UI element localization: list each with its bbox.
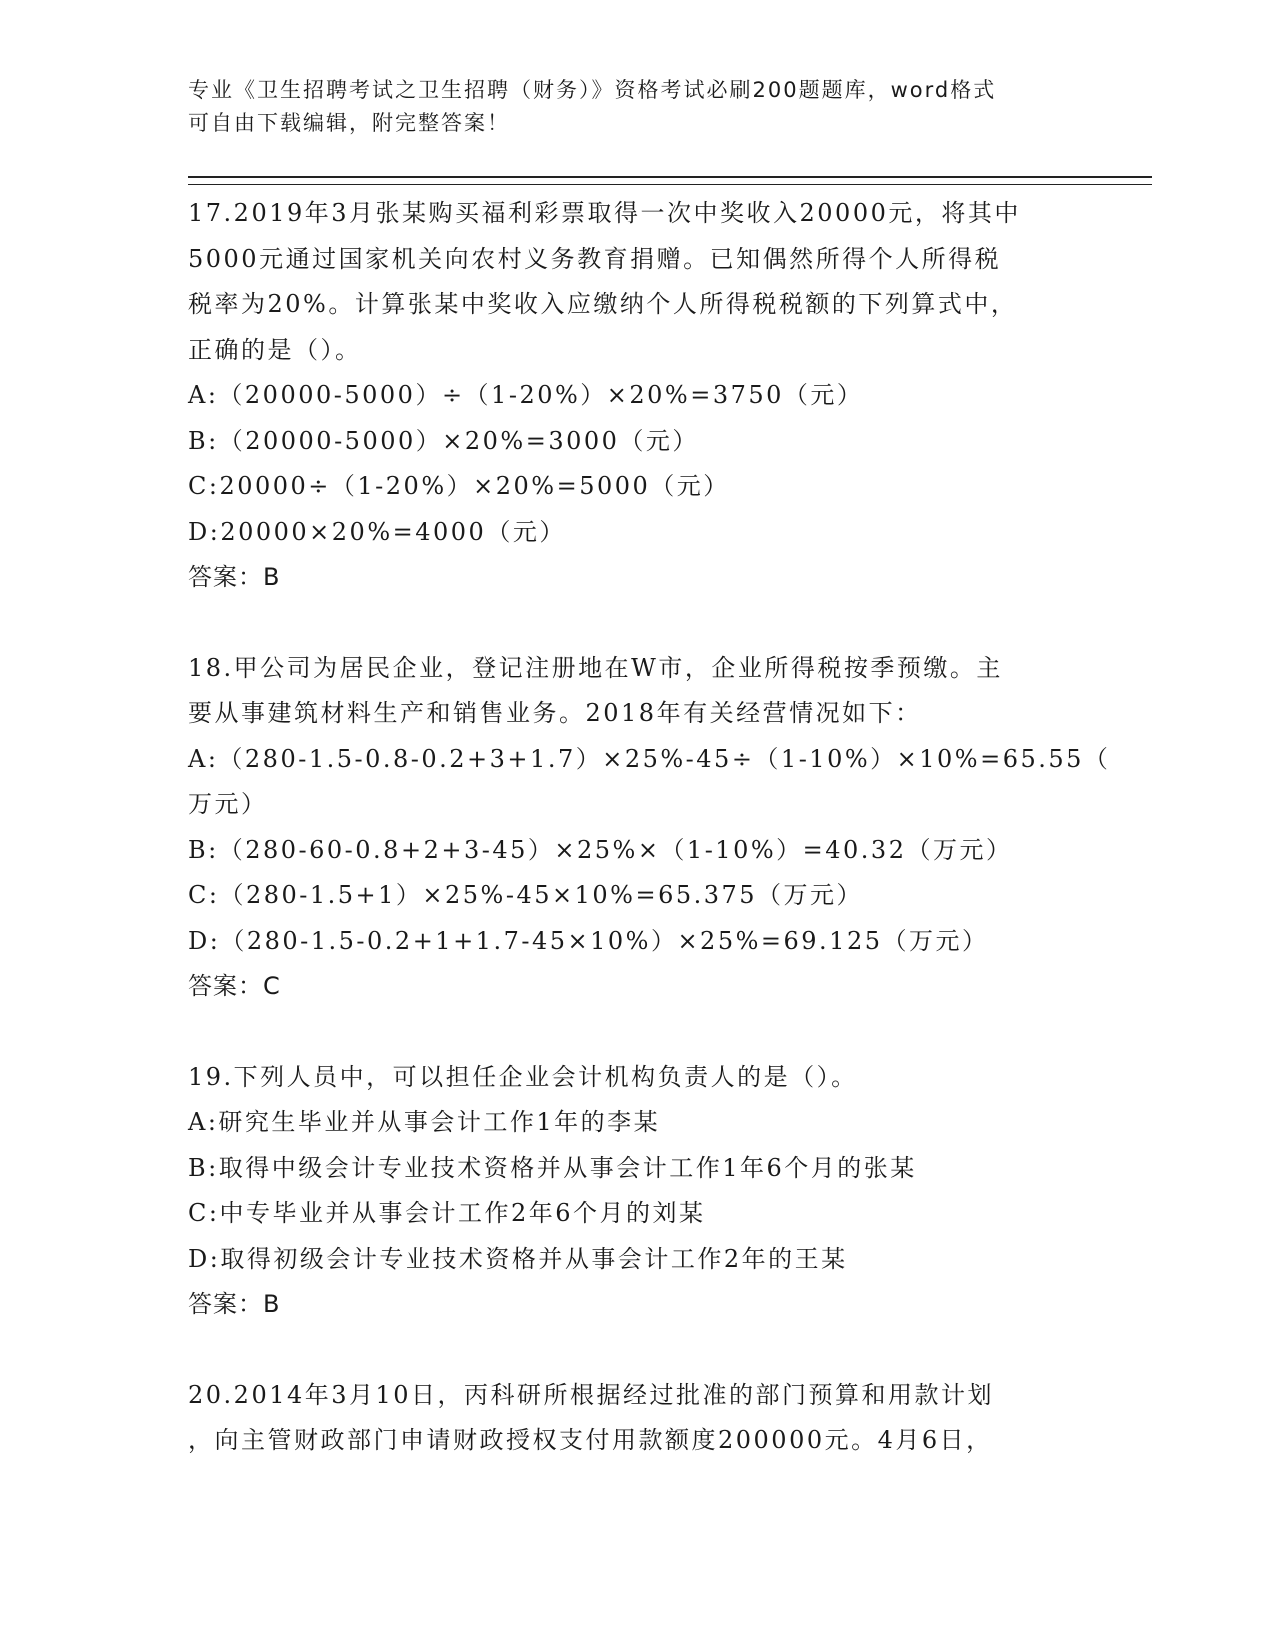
option-line: A:研究生毕业并从事会计工作1年的李某 — [188, 1108, 661, 1136]
option-line: B:（20000-5000）×20%=3000（元） — [188, 426, 699, 455]
question-stem-line: 18.甲公司为居民企业，登记注册地在W市，企业所得税按季预缴。主 — [188, 653, 1003, 682]
answer-line: 答案：B — [188, 563, 281, 591]
answer-line: 答案：C — [188, 972, 281, 1000]
question-stem-line: ，向主管财政部门申请财政授权支付用款额度200000元。4月6日， — [188, 1426, 993, 1454]
answer-line: 答案：B — [188, 1290, 281, 1318]
question-stem-line: 19.下列人员中，可以担任企业会计机构负责人的是（）。 — [188, 1062, 858, 1091]
option-line: D:20000×20%=4000（元） — [188, 517, 566, 546]
option-line: C:（280-1.5+1）×25%-45×10%=65.375（万元） — [188, 881, 864, 909]
header-divider-thick — [188, 176, 1152, 178]
header-divider-thin — [188, 184, 1152, 185]
question-block — [188, 646, 1111, 1010]
question-stem-line: 20.2014年3月10日，丙科研所根据经过批准的部门预算和用款计划 — [188, 1380, 995, 1409]
question-list — [188, 191, 1111, 1464]
option-line: B:取得中级会计专业技术资格并从事会计工作1年6个月的张某 — [188, 1153, 917, 1182]
header-line-2: 可自由下载编辑，附完整答案！ — [188, 111, 510, 135]
question-stem-line: 5000元通过国家机关向农村义务教育捐赠。已知偶然所得个人所得税 — [188, 244, 1002, 273]
option-line: C:中专毕业并从事会计工作2年6个月的刘某 — [188, 1199, 706, 1227]
document-header — [188, 74, 1068, 140]
question-stem-line: 17.2019年3月张某购买福利彩票取得一次中奖收入20000元，将其中 — [188, 199, 1021, 227]
option-line: C:20000÷（1-20%）×20%=5000（元） — [188, 472, 730, 500]
question-stem-line: 要从事建筑材料生产和销售业务。2018年有关经营情况如下： — [188, 699, 922, 727]
question-block — [188, 1055, 1088, 1328]
header-line-1: 专业《卫生招聘考试之卫生招聘（财务）》资格考试必刷200题题库，word格式 — [188, 78, 997, 102]
question-block — [188, 1373, 1088, 1464]
question-stem-line: 正确的是（）。 — [188, 335, 362, 364]
option-line: A:（280-1.5-0.8-0.2+3+1.7）×25%-45÷（1-10%）×10%=65.55（ — [188, 744, 1111, 773]
option-line: D:取得初级会计专业技术资格并从事会计工作2年的王某 — [188, 1244, 848, 1273]
option-line: D:（280-1.5-0.2+1+1.7-45×10%）×25%=69.125（万元） — [188, 926, 989, 955]
question-stem-line: 税率为20%。计算张某中奖收入应缴纳个人所得税税额的下列算式中， — [188, 290, 1018, 318]
option-line: 万元） — [188, 790, 268, 818]
question-block — [188, 191, 1088, 601]
option-line: B:（280-60-0.8+2+3-45）×25%×（1-10%）=40.32（万元） — [188, 835, 1013, 864]
option-line: A:（20000-5000）÷（1-20%）×20%=3750（元） — [188, 381, 864, 409]
